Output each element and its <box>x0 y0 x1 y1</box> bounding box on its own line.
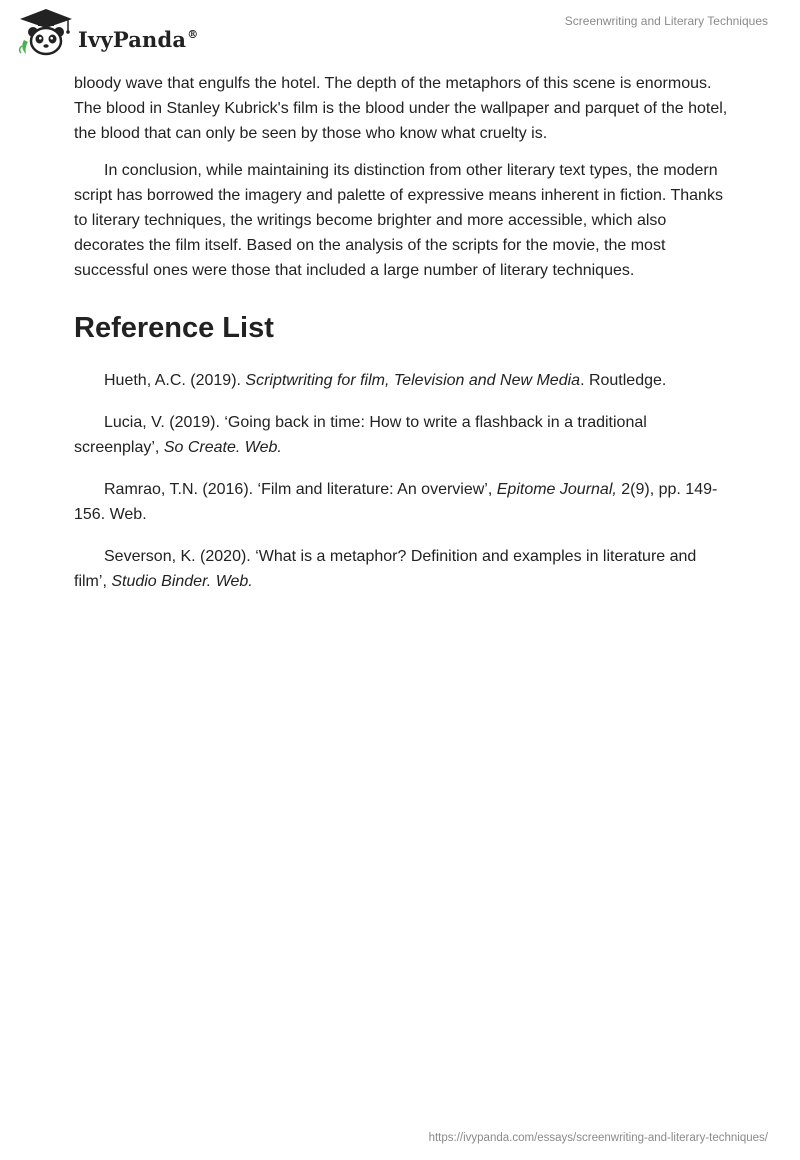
reference-text: Ramrao, T.N. (2016). ‘Film and literature: An overview’, <box>104 481 497 498</box>
reference-text: Lucia, V. (2019). ‘Going back in time: How to write a flashback in a traditional screenplay’, <box>74 414 647 456</box>
reference-text: Hueth, A.C. (2019). <box>104 372 246 389</box>
reference-item <box>74 368 728 393</box>
logo-wordmark <box>78 27 198 52</box>
ivypanda-logo[interactable] <box>16 8 199 58</box>
reference-text: . Routledge. <box>580 372 667 389</box>
page-header <box>0 0 800 60</box>
registered-mark: ® <box>187 28 199 41</box>
conclusion-paragraph: In conclusion, while maintaining its distinction from other literary text types, the modern script has borrowed the imagery and palette of expressive means inherent in fiction. Thanks to literary techniques, the writings become brighter and more accessible, which also decorates the film itself. Based on the analysis of the scripts for the movie, the most successful ones were those that included a large number of literary techniques. <box>74 162 723 279</box>
reference-item <box>74 477 728 527</box>
reference-text: Severson, K. (2020). ‘What is a metaphor? Definition and examples in literature and film’, <box>74 548 697 590</box>
reference-source: Scriptwriting for film, Television and New Media <box>245 372 581 389</box>
panda-graduate-icon <box>16 8 76 58</box>
logo-text: IvyPanda <box>78 27 187 52</box>
reference-text: 2(9), pp. 149-156. Web. <box>74 481 718 523</box>
source-url-link[interactable]: https://ivypanda.com/essays/screenwriting-and-literary-techniques/ <box>428 1132 768 1144</box>
reference-source: Studio Binder. Web. <box>111 573 253 590</box>
body-paragraph: bloody wave that engulfs the hotel. The depth of the metaphors of this scene is enormous. The blood in Stanley Kubrick's film is the blood under the wallpaper and parquet of the hotel, the blood that can only be seen by those who know what cruelty is. <box>74 75 728 142</box>
document-title: Screenwriting and Literary Techniques <box>564 14 768 28</box>
reference-source: So Create. Web. <box>163 439 282 456</box>
reference-list-heading: Reference List <box>74 312 274 344</box>
reference-source: Epitome Journal, <box>496 481 617 498</box>
reference-item <box>74 544 728 594</box>
essay-content <box>74 71 728 611</box>
reference-item <box>74 410 728 460</box>
